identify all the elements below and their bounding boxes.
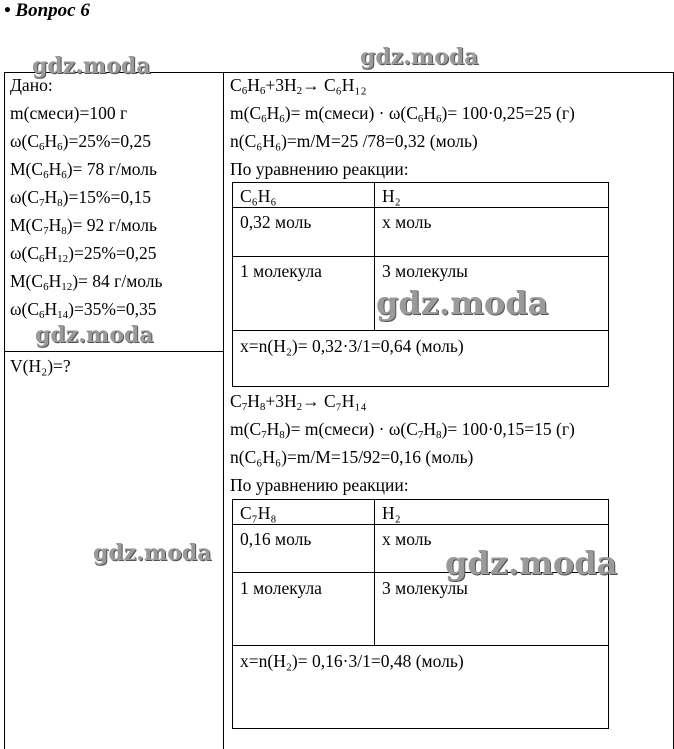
table-2-result: x=n(H₂)= 0,16·3/1=0,48 (моль) [240, 651, 464, 671]
table-2-row-line-3 [232, 645, 609, 646]
table-2-header-1: C₇H₈ [240, 503, 277, 523]
reaction-1-by-equation: По уравнению реакции: [230, 159, 409, 179]
reaction-1-mass-line: $m(C_6H_6)=$ m(смеси) · $\omega(C_6H_6)= 100\cdot 0,25=25$ (г) [230, 103, 575, 125]
table-2-header-2: H₂ [382, 503, 401, 523]
table-2-r1c1: 0,16 моль [240, 529, 312, 549]
reaction-2-equation: $C_7H_8+3H_2\to C_7H_{14}$ [230, 391, 367, 413]
given-mass-mix: m(смеси)=100 г [10, 103, 128, 123]
given-w-c6h6: $\omega(C_6H_6)=25\%=0,25$ [10, 131, 151, 153]
given-w-c7h8: $\omega(C_7H_8)=15\%=0,15$ [10, 187, 151, 209]
given-w-c6h14: $\omega(C_6H_{14})=35\%=0,35$ [10, 299, 157, 321]
reaction-1-moles-line: n(C₆H₆)=m/M=25 /78=0,32 (моль) [230, 131, 478, 151]
table-2-r2c1: 1 молекула [240, 578, 322, 598]
table-1-row-line-1 [232, 207, 609, 208]
given-M-c6h12: $M(C_6H_{12})= 84$ г/моль [10, 271, 163, 293]
table-2-col-line [374, 499, 375, 646]
watermark-6: gdz.moda [445, 544, 618, 582]
frame-left-border [4, 72, 5, 749]
reaction-2-by-equation: По уравнению реакции: [230, 475, 409, 495]
table-1-header-1: C₆H₆ [240, 186, 277, 206]
table-2-r2c2: 3 молекулы [382, 578, 468, 598]
table-1-row-line-3 [232, 330, 609, 331]
table-1-r2c1: 1 молекула [240, 261, 322, 281]
table-1-r2c2: 3 молекулы [382, 261, 468, 281]
table-1-header-2: H₂ [382, 186, 401, 206]
table-2-row-line-1 [232, 524, 609, 525]
table-1-r1c1: 0,32 моль [240, 212, 312, 232]
given-M-c6h6: $M(C_6H_6)= 78$ г/моль [10, 159, 157, 181]
given-w-c6h12: $\omega(C_6H_{12})=25\%=0,25$ [10, 243, 157, 265]
given-find: V(H₂)=? [10, 356, 71, 376]
table-1-r1c2: x моль [382, 212, 432, 232]
reaction-2-moles-line: n(C₆H₆)=m/M=15/92=0,16 (моль) [230, 447, 474, 467]
table-1-col-line [374, 182, 375, 331]
table-2-r1c2: x моль [382, 529, 432, 549]
given-label: Дано: [10, 75, 53, 95]
watermark-1: gdz.moda [32, 53, 151, 79]
table-1-result: x=n(H₂)= 0,32·3/1=0,64 (моль) [240, 336, 464, 356]
reaction-2-mass-line: $m(C_7H_8)=$ m(смеси) · $\omega(C_7H_8)= 100\cdot 0,15=15$ (г) [230, 419, 575, 441]
question-heading: • Вопрос 6 [4, 0, 90, 21]
watermark-4: gdz.moda [376, 284, 549, 322]
frame-middle-border [223, 72, 224, 749]
reaction-1-equation: $C_6H_6+3H_2\to C_6H_{12}$ [230, 75, 367, 97]
watermark-2: gdz.moda [360, 44, 479, 70]
watermark-3: gdz.moda [35, 322, 154, 348]
table-1-row-line-2 [232, 256, 609, 257]
given-divider [4, 351, 224, 352]
given-M-c7h8: $M(C_7H_8)= 92$ г/моль [10, 215, 157, 237]
watermark-5: gdz.moda [93, 540, 212, 566]
